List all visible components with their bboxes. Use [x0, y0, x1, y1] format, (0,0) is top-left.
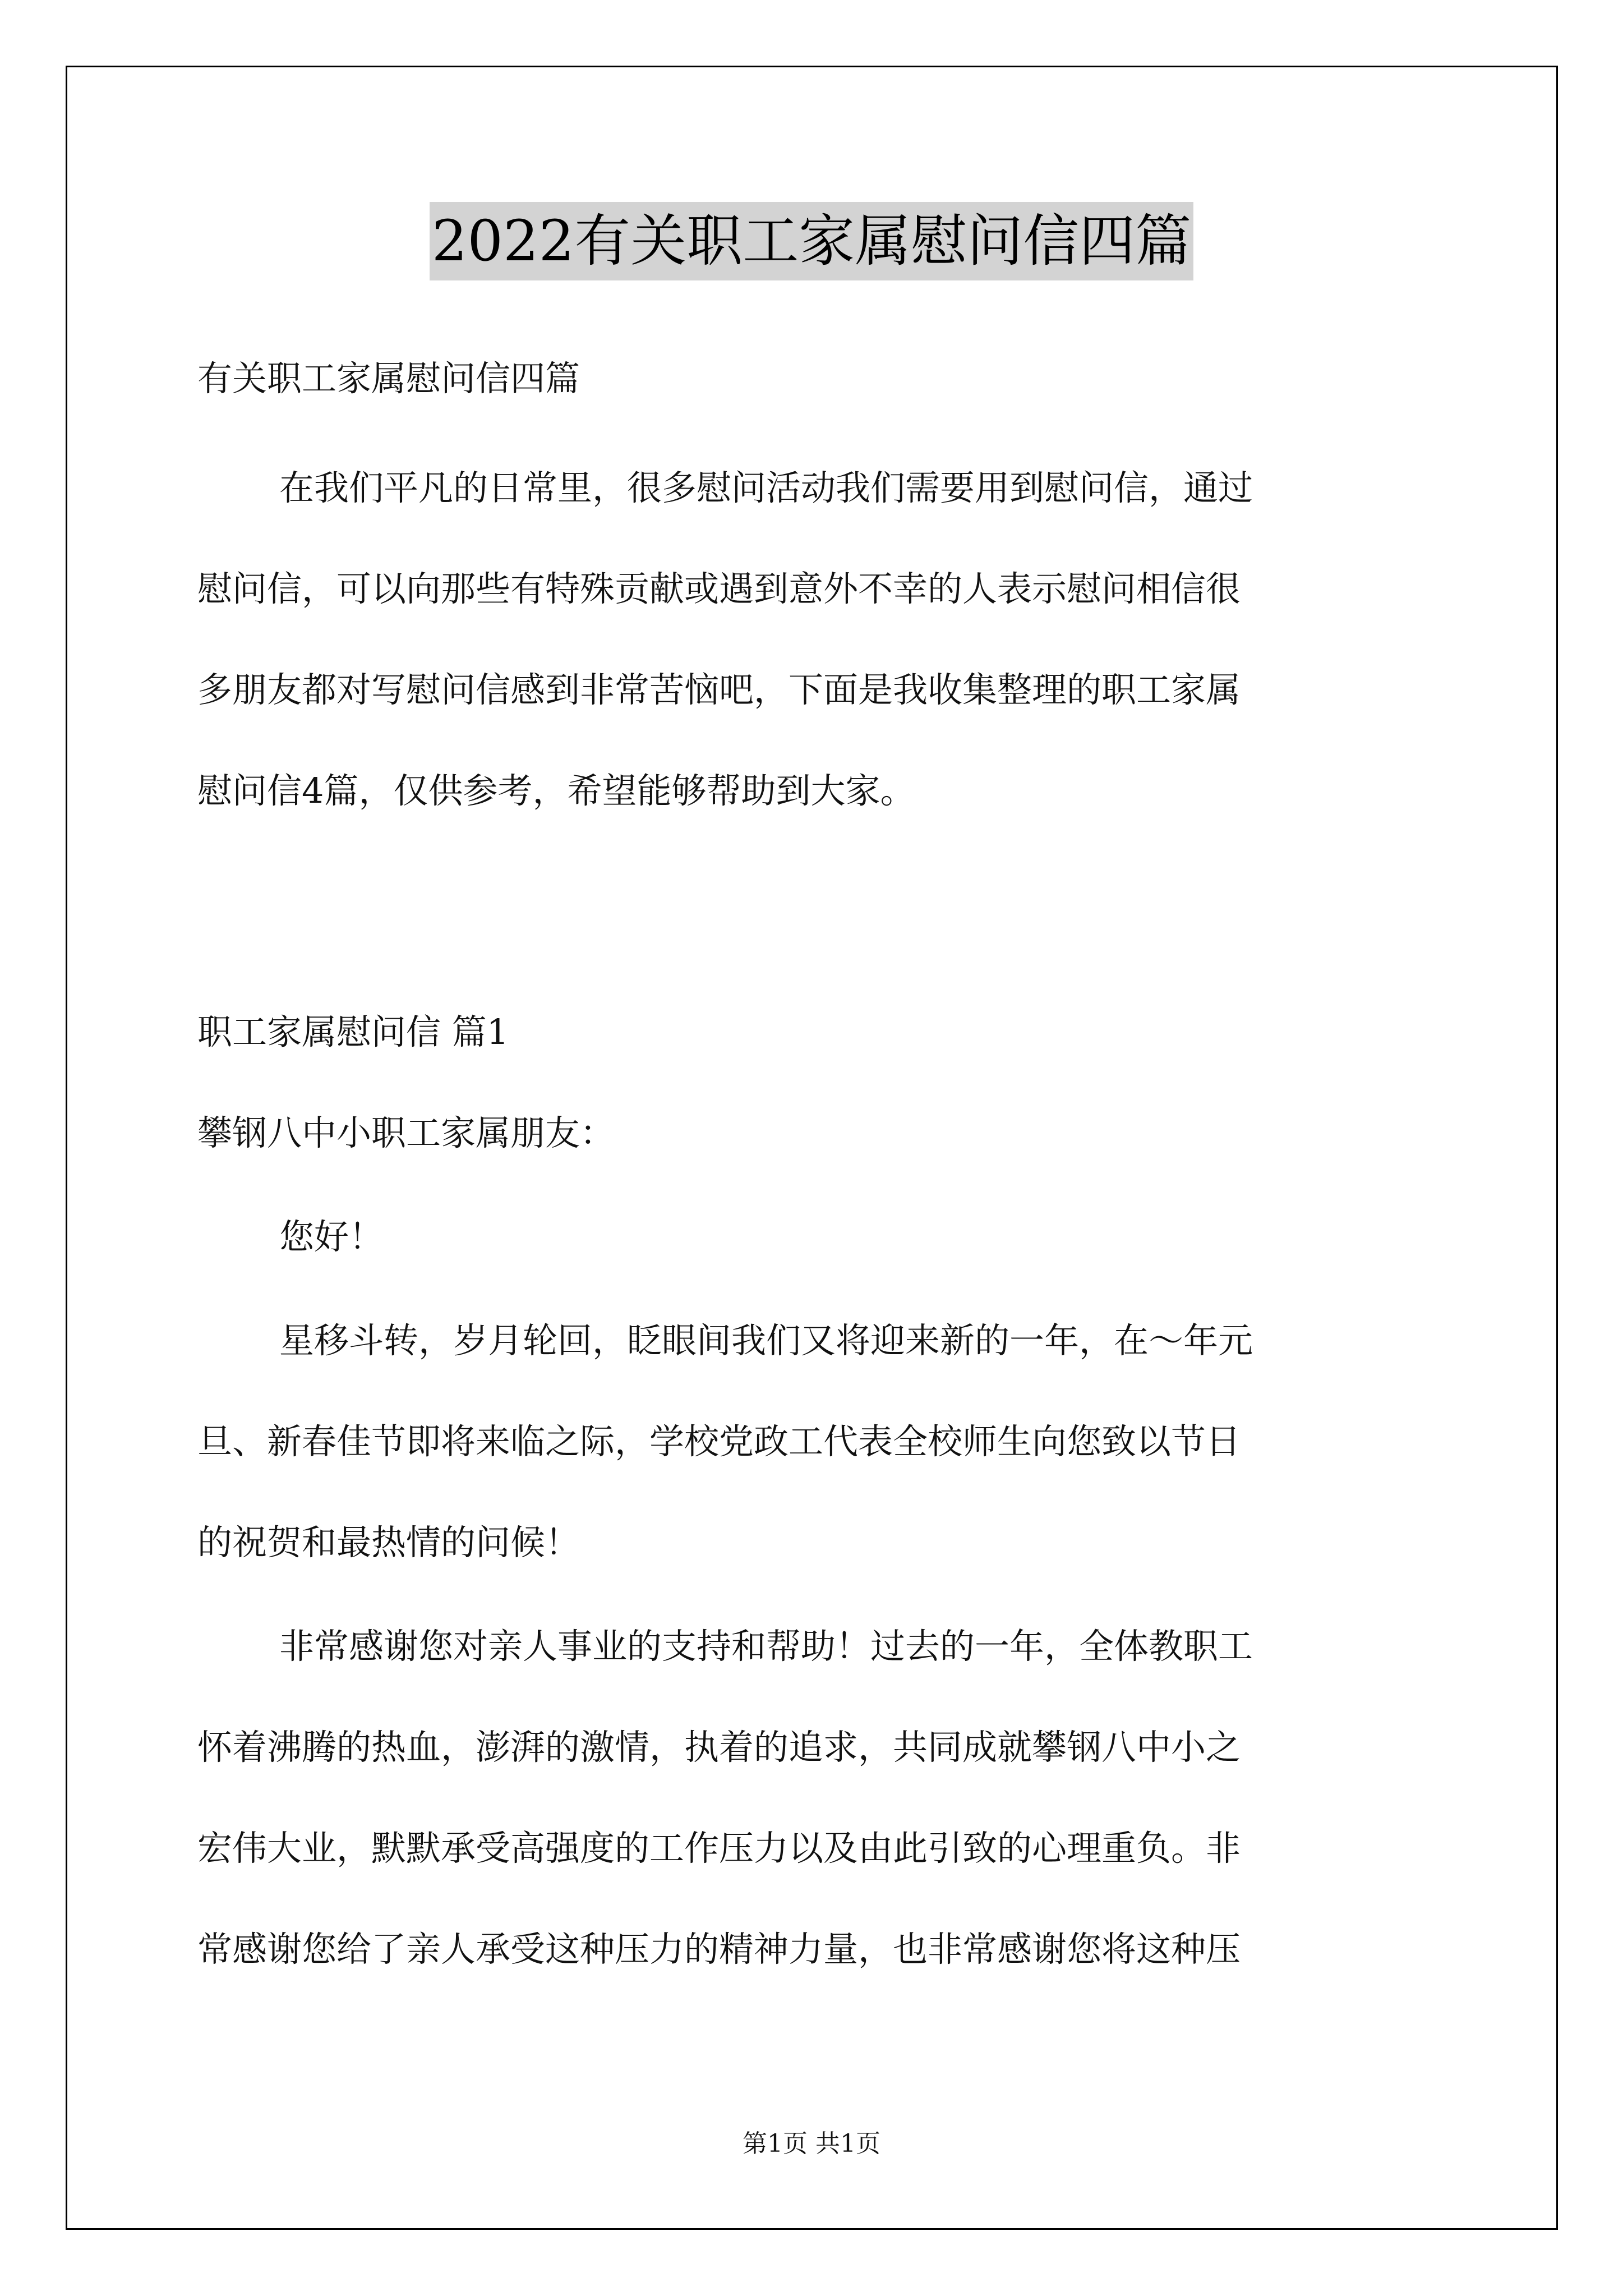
intro-line: 多朋友都对写慰问信感到非常苦恼吧，下面是我收集整理的职工家属	[197, 669, 1241, 710]
recipient-line: 攀钢八中小职工家属朋友：	[197, 1112, 615, 1153]
intro-line: 慰问信，可以向那些有特殊贡献或遇到意外不幸的人表示慰问相信很	[197, 568, 1241, 609]
paragraph-line: 旦、新春佳节即将来临之际，学校党政工代表全校师生向您致以节日	[197, 1421, 1241, 1462]
paragraph-line: 宏伟大业，默默承受高强度的工作压力以及由此引致的心理重负。非	[197, 1828, 1241, 1869]
paragraph-2	[197, 1596, 1431, 2000]
intro-line: 慰问信4篇，仅供参考，希望能够帮助到大家。	[197, 770, 915, 811]
paragraph-line: 怀着沸腾的热血，澎湃的激情，执着的追求，共同成就攀钢八中小之	[197, 1727, 1241, 1768]
paragraph-line: 常感谢您给了亲人承受这种压力的精神力量，也非常感谢您将这种压	[197, 1929, 1241, 1970]
document-title: 2022有关职工家属慰问信四篇	[430, 202, 1194, 280]
subtitle: 有关职工家属慰问信四篇	[197, 358, 580, 399]
paragraph-line: 的祝贺和最热情的问候！	[197, 1522, 580, 1563]
greeting-line: 您好！	[279, 1216, 384, 1257]
title-container	[0, 202, 1623, 280]
section-heading: 职工家属慰问信 篇1	[197, 1011, 509, 1052]
intro-paragraph	[197, 438, 1431, 841]
paragraph-line: 非常感谢您对亲人事业的支持和帮助！过去的一年，全体教职工	[279, 1626, 1253, 1667]
intro-line: 在我们平凡的日常里，很多慰问活动我们需要用到慰问信，通过	[279, 467, 1253, 508]
page-number-footer: 第1页 共1页	[743, 2129, 880, 2158]
paragraph-line: 星移斗转，岁月轮回，眨眼间我们又将迎来新的一年，在～年元	[279, 1320, 1253, 1361]
paragraph-1	[197, 1290, 1431, 1593]
